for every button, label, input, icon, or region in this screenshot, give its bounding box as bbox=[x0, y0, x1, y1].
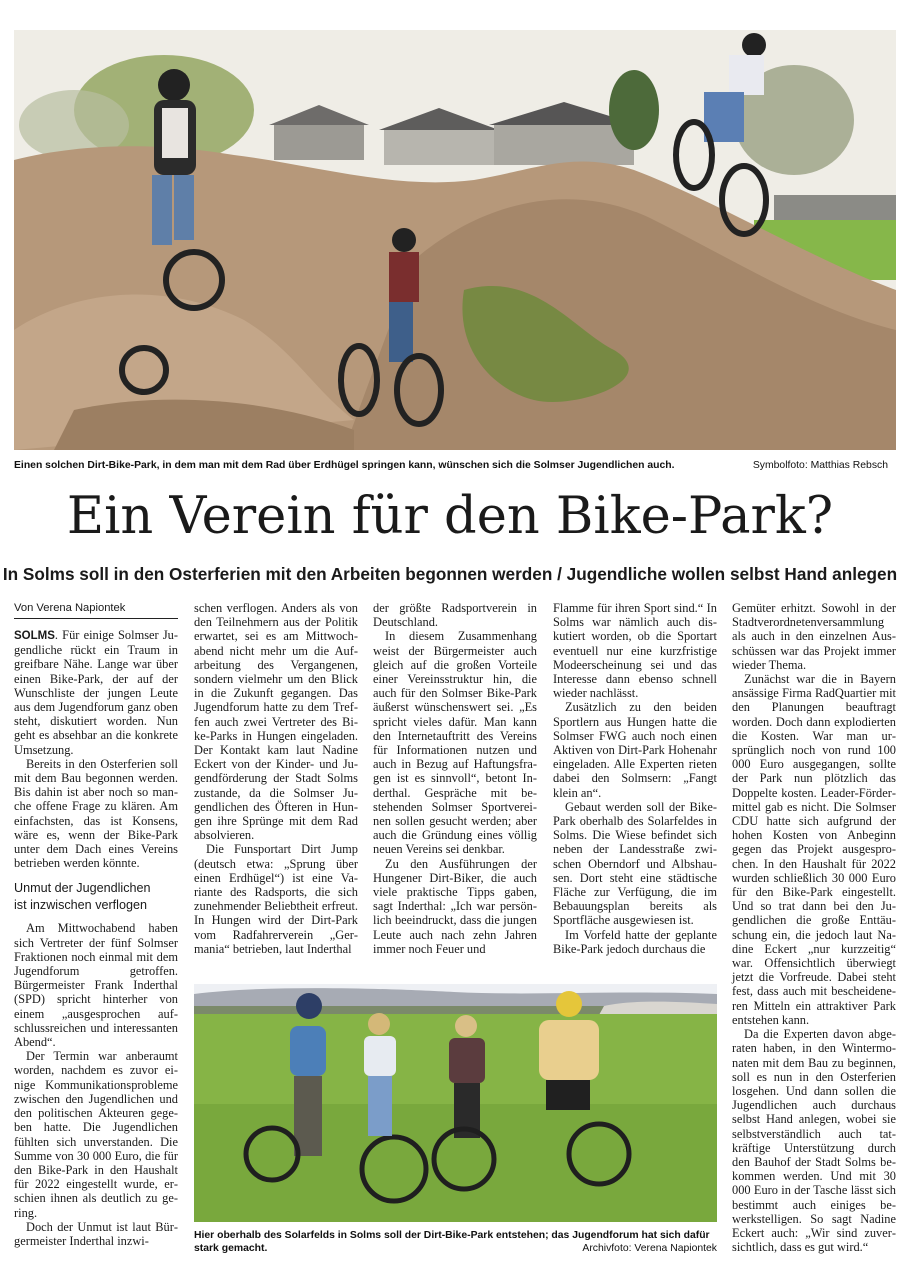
paragraph: Der Termin war anberaumt worden, nachdem es zuvor einige Kommunikationsprobleme zwischen den Jugendlichen und den politischen Akteuren gegeben hatte. Die Jugendlichen fühlten sich unverstanden. Die Summe von 30 000 Euro, die für den Bike-Park in den Haushalt für 2022 eingestellt wurde, erschien ihnen als deutlich zu gering. bbox=[14, 1049, 178, 1220]
dirt-bike-park-illustration bbox=[14, 30, 896, 450]
paragraph: der größte Radsportverein in Deutschland. bbox=[373, 601, 537, 630]
article-column-1 bbox=[14, 601, 178, 1261]
paragraph: In diesem Zusammenhang weist der Bürgermeister auch gleich auf die großen Vorteile einer Vereinsstruktur hin, die auch für den Solmser Bike-Park äußerst wünschenswert sei. „Es spricht vieles dafür. Man kann den Internetauftritt des Vereins für Informationen nutzen und auch in Bezug auf Haftungsfragen ist es sinnvoll“, betont Inderthal. Gespräche mit bestehenden Solmser Sportvereinen sollen gesucht werden; aber auch die Gründung eines völlig neuen Vereins sei denkbar. bbox=[373, 629, 537, 857]
dateline: SOLMS bbox=[14, 630, 55, 642]
article-column-4 bbox=[553, 601, 717, 961]
top-photo-caption: Einen solchen Dirt-Bike-Park, in dem man mit dem Rad über Erdhügel springen kann, wünschen sich die Solmser Jugendlichen auch. bbox=[14, 460, 675, 471]
paragraph: Am Mittwochabend haben sich Vertreter der fünf Solmser Fraktionen noch einmal mit dem Jugendforum getroffen. Bürgermeister Frank Inderthal (SPD) spricht hinterher von einem „ausgesprochen aufschlussreichen und interessanten Abend“. bbox=[14, 921, 178, 1050]
article-column-5 bbox=[732, 601, 896, 1261]
subheadline: In Solms soll in den Osterferien mit den Arbeiten begonnen werden / Jugendliche wollen selbst Hand anlegen bbox=[2, 564, 898, 584]
paragraph: Doch der Unmut ist laut Bürgermeister Inderthal inzwi- bbox=[14, 1219, 178, 1248]
byline: Von Verena Napiontek bbox=[14, 601, 178, 619]
paragraph: Die Funsportart Dirt Jump (deutsch etwa: „Sprung über einen Erdhügel“) ist eine Variante des Radsports, die sich zunehmender Beliebtheit erfreut. In Hungen wird der Dirt-Park vom Radfahrerverein „Germania“ betrieben, laut Inderthal bbox=[194, 842, 358, 956]
paragraph: Gemüter erhitzt. Sowohl in der Stadtverordnetenversammlung als auch in den einzelnen Ausschüssen war das Projekt immer wieder Thema. bbox=[732, 601, 896, 672]
paragraph: Im Vorfeld hatte der geplante Bike-Park jedoch durchaus die bbox=[553, 927, 717, 956]
paragraph: Flamme für ihren Sport sind.“ In Solms war nämlich auch diskutiert worden, ob die Sportart eventuell nur eine kurzfristige Modeerscheinung sei und das Interesse dann ebenso schnell wieder nachlässt. bbox=[553, 601, 717, 701]
paragraph: Zu den Ausführungen der Hungener Dirt-Biker, die auch viele praktische Tipps gaben, sagt Inderthal: „Ich war persönlich beeindruckt, dass die jungen Leute auch nach zehn Jahren immer noch Feuer und bbox=[373, 856, 537, 956]
youth-forum-group-illustration bbox=[194, 984, 717, 1222]
subhead: Unmut der Jugendlichen ist inzwischen verflogen bbox=[14, 881, 151, 912]
paragraph: Gebaut werden soll der Bike-Park oberhalb des Solarfeldes in Solms. Die Wiese befindet sich neben der Landesstraße zwischen Oberndorf und Albshausen. Dort steht eine städtische Fläche zur Verfügung, die im Bebauungsplan bereits als Sportfläche ausgewiesen ist. bbox=[553, 799, 717, 928]
paragraph: Da die Experten davon abgeraten haben, in den Wintermonaten mit dem Bau zu beginnen, soll es nun in den Osterferien losgehen. Und dann sollen die Jugendlichen auch durchaus selbst Hand anlegen, wobei sie selbstverständlich auch tatkräftige Unterstützung durch den Bauhof der Stadt Solms bekommen werden. Und mit 30 000 Euro in der Tasche lässt sich bestimmt auch einiges bewerkstelligen. So sagt Nadine Eckert auch: „Wir sind zuversichtlich, dass es gut wird.“ bbox=[732, 1027, 896, 1255]
article-column-3 bbox=[373, 601, 537, 961]
top-photo bbox=[14, 30, 896, 450]
paragraph: schen verflogen. Anders als von den Teilnehmern aus der Politik erwartet, sei es am Mittwochabend nicht mehr um die Aufarbeitung des Vergangenen, sondern vielmehr um den Blick in die Zukunft gegangen. Das Jugendforum hatte zu dem Treffen auch zwei Vertreter des Bike-Parks in Hungen eingeladen. Der Kontakt kam laut Nadine Eckert von der Kinder- und Jugendförderung der Stadt Solms zustande, da die Solmser Jugendlichen des Öfteren in Hungen ihre Sprünge mit dem Rad absolvieren. bbox=[194, 601, 358, 843]
paragraph: SOLMS. Für einige Solmser Jugendliche rückt ein Traum in greifbare Nähe. Lange war über einen Bike-Park, der auf der Wunschliste der jungen Leute aus dem Jugendforum ganz oben steht, diskutiert worden. Nun geht es absehbar an die konkrete Umsetzung. bbox=[14, 628, 178, 757]
paragraph: Zunächst war die in Bayern ansässige Firma RadQuartier mit den Planungen beauftragt worden. Doch dann explodierten die Kosten. War man ursprünglich noch von rund 100 000 Euro ausgegangen, sollte der Park nun plötzlich das Doppelte kosten. Leader-Fördermittel gab es nicht. Die Solmser CDU hatte sich aufgrund der hohen Kosten von Anbeginn gegen das Projekt ausgesprochen. In den Haushalt für 2022 wurden schließlich 30 000 Euro für den Bike-Park eingestellt. Und so trat dann bei den Jugendlichen die große Enttäuschung ein, die jedoch laut Nadine Eckert „nur kurzzeitig“ war. Offensichtlich überwiegt jetzt die Vorfreude. Dabei steht fest, dass auch mit bescheideneren Mitteln ein attraktiver Park entstehen kann. bbox=[732, 672, 896, 1027]
headline: Ein Verein für den Bike-Park? bbox=[66, 487, 834, 546]
paragraph: Bereits in den Osterferien soll mit dem Bau begonnen werden. Bis dahin ist aber noch so manche offene Frage zu klären. Am einfachsten, das ist Konsens, wäre es, wenn der Bike-Park unter dem Dach eines Vereins betrieben werden könnte. bbox=[14, 756, 178, 871]
paragraph: Zusätzlich zu den beiden Sportlern aus Hungen hatte die Solmser FWG auch noch einen Aktiven von Dirt-Park Hohenahr eingeladen. Alle Experten rieten dabei den Solmsern: „Fangt klein an“. bbox=[553, 700, 717, 800]
bottom-photo-caption: Hier oberhalb des Solarfelds in Solms soll der Dirt-Bike-Park entstehen; das Jugendforum hat sich dafür stark gemacht. Archivfoto: Verena Napiontek bbox=[194, 1230, 717, 1254]
top-photo-credit: Symbolfoto: Matthias Rebsch bbox=[752, 460, 888, 471]
bottom-photo bbox=[194, 984, 717, 1222]
bottom-photo-credit: Archivfoto: Verena Napiontek bbox=[582, 1243, 717, 1254]
article-column-2 bbox=[194, 601, 358, 961]
